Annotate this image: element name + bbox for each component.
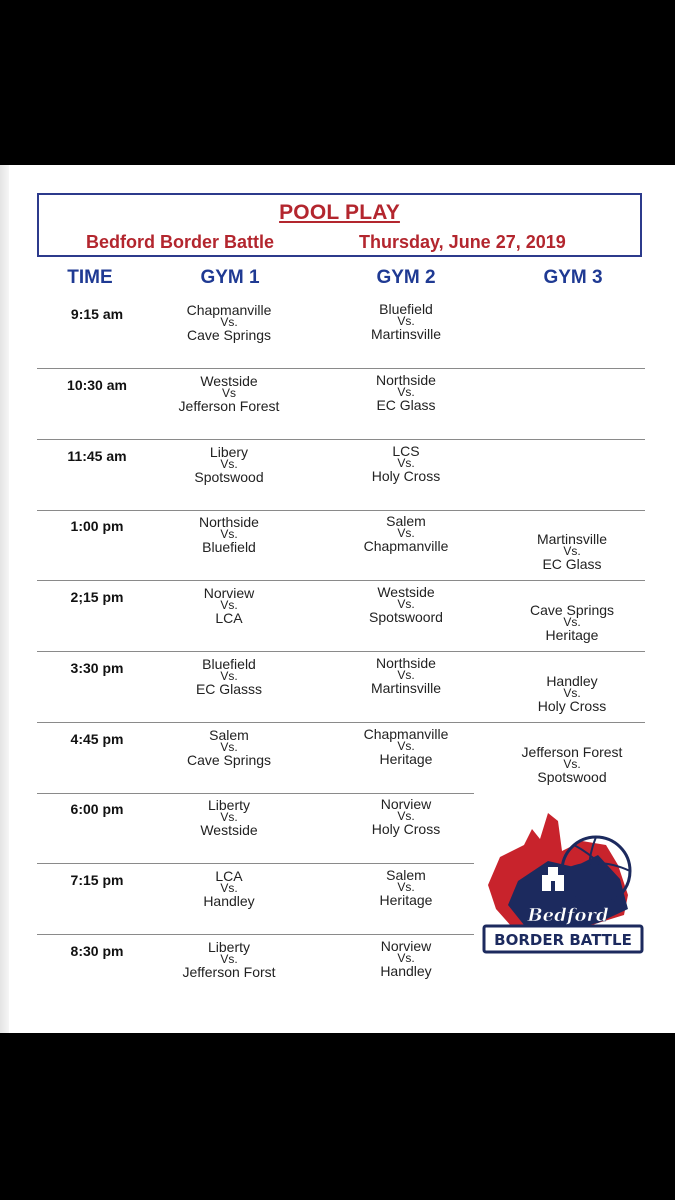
team-name: Westside — [200, 373, 258, 389]
team-name: Cave Springs — [186, 327, 272, 343]
versus-label: Vs. — [397, 456, 415, 470]
team-name: Jefferson Forest — [178, 398, 280, 414]
matchup-gym2 — [331, 656, 481, 695]
matchup-gym2 — [331, 302, 481, 341]
team-name: LCA — [215, 610, 243, 626]
versus-label: Vs. — [563, 615, 581, 629]
column-header-gym2: GYM 2 — [376, 267, 436, 288]
team-name: Chapmanville — [363, 726, 449, 742]
matchup-gym2 — [331, 585, 481, 624]
sheet-edge — [0, 165, 9, 1033]
matchup-gym2 — [331, 514, 481, 553]
team-name: Salem — [386, 867, 426, 883]
team-name: Spotswood — [537, 769, 607, 785]
versus-label: Vs. — [563, 757, 581, 771]
team-name: Norview — [203, 585, 255, 601]
team-name: Norview — [380, 938, 432, 954]
team-name: Northside — [376, 372, 436, 388]
team-name: Holy Cross — [537, 698, 607, 714]
matchup-gym1 — [154, 869, 304, 908]
header-box — [37, 193, 642, 257]
matchup-gym2 — [331, 939, 481, 978]
matchup-gym3 — [497, 603, 647, 642]
team-name: Salem — [386, 513, 426, 529]
team-name: Bluefield — [202, 539, 256, 555]
table-row — [37, 298, 645, 369]
logo-script-text: Bedford — [527, 905, 609, 926]
matchup-gym1 — [154, 374, 304, 413]
versus-label: Vs. — [220, 598, 238, 612]
versus-label: Vs. — [563, 544, 581, 558]
team-name: Liberty — [207, 797, 251, 813]
team-name: Martinsville — [370, 326, 441, 342]
versus-label: Vs. — [220, 740, 238, 754]
matchup-gym2 — [331, 868, 481, 907]
column-header-gym3: GYM 3 — [543, 267, 603, 288]
matchup-gym1 — [154, 940, 304, 979]
event-name: Bedford Border Battle — [86, 232, 275, 252]
column-header-time: TIME — [67, 267, 113, 288]
time-slot: 4:45 pm — [70, 731, 124, 747]
matchup-gym1 — [154, 657, 304, 696]
team-name: Bluefield — [379, 301, 433, 317]
time-slot: 7:15 pm — [70, 872, 124, 888]
versus-label: Vs. — [397, 526, 415, 540]
matchup-gym1 — [154, 728, 304, 767]
team-name: LCA — [215, 868, 243, 884]
team-name: EC Glass — [542, 556, 602, 572]
team-name: Norview — [380, 796, 432, 812]
event-date: Thursday, June 27, 2019 — [359, 232, 566, 252]
team-name: Holy Cross — [371, 468, 441, 484]
team-name: Martinsville — [370, 680, 441, 696]
matchup-gym1 — [154, 445, 304, 484]
schedule-sheet — [0, 165, 675, 1033]
versus-label: Vs. — [397, 809, 415, 823]
team-name: Handley — [380, 963, 432, 979]
table-row — [37, 440, 645, 511]
team-name: Martinsville — [536, 531, 607, 547]
versus-label: Vs. — [397, 314, 415, 328]
versus-label: Vs. — [220, 952, 238, 966]
time-slot: 6:00 pm — [70, 801, 124, 817]
team-name: Heritage — [379, 892, 433, 908]
team-name: Chapmanville — [186, 302, 272, 318]
versus-label: Vs. — [220, 669, 238, 683]
time-slot: 10:30 am — [67, 377, 127, 393]
team-name: LCS — [392, 443, 420, 459]
matchup-gym2 — [331, 727, 481, 766]
team-name: Cave Springs — [529, 602, 615, 618]
table-row — [37, 652, 645, 723]
team-name: EC Glass — [376, 397, 436, 413]
team-name: Westside — [200, 822, 258, 838]
team-name: Northside — [376, 655, 436, 671]
team-name: Heritage — [545, 627, 599, 643]
bedford-border-battle-logo — [478, 805, 648, 963]
team-name: Northside — [199, 514, 259, 530]
logo-banner-text: BORDER BATTLE — [494, 931, 632, 949]
time-slot: 8:30 pm — [70, 943, 124, 959]
matchup-gym1 — [154, 798, 304, 837]
versus-label: Vs. — [397, 668, 415, 682]
team-name: EC Glasss — [195, 681, 263, 697]
column-header-gym1: GYM 1 — [200, 267, 260, 288]
versus-label: Vs — [221, 386, 236, 400]
table-row — [37, 581, 645, 652]
pool-play-title: POOL PLAY — [279, 201, 400, 224]
versus-label: Vs. — [563, 686, 581, 700]
team-name: Heritage — [379, 751, 433, 767]
time-slot: 9:15 am — [70, 306, 124, 322]
team-name: Handley — [546, 673, 598, 689]
versus-label: Vs. — [397, 880, 415, 894]
team-name: Jefferson Forest — [521, 744, 623, 760]
matchup-gym2 — [331, 373, 481, 412]
team-name: Holy Cross — [371, 821, 441, 837]
team-name: Spotswood — [194, 469, 264, 485]
matchup-gym3 — [497, 532, 647, 571]
versus-label: Vs. — [220, 810, 238, 824]
versus-label: Vs. — [220, 881, 238, 895]
versus-label: Vs. — [220, 315, 238, 329]
versus-label: Vs. — [220, 527, 238, 541]
versus-label: Vs. — [220, 457, 238, 471]
team-name: Liberty — [207, 939, 251, 955]
team-name: Handley — [203, 893, 255, 909]
team-name: Spotswoord — [369, 609, 443, 625]
team-name: Bluefield — [202, 656, 256, 672]
table-row — [37, 369, 645, 440]
matchup-gym1 — [154, 515, 304, 554]
versus-label: Vs. — [397, 951, 415, 965]
matchup-gym3 — [497, 745, 647, 784]
team-name: Libery — [209, 444, 249, 460]
team-name: Jefferson Forst — [182, 964, 276, 980]
team-name: Cave Springs — [186, 752, 272, 768]
time-slot: 2;15 pm — [70, 589, 124, 605]
matchup-gym1 — [154, 586, 304, 625]
time-slot: 1:00 pm — [70, 518, 124, 534]
team-name: Westside — [377, 584, 435, 600]
versus-label: Vs. — [397, 597, 415, 611]
team-name: Salem — [209, 727, 249, 743]
matchup-gym2 — [331, 797, 481, 836]
matchup-gym1 — [154, 303, 304, 342]
team-name: Chapmanville — [363, 538, 449, 554]
matchup-gym2 — [331, 444, 481, 483]
table-row — [37, 723, 645, 794]
versus-label: Vs. — [397, 739, 415, 753]
versus-label: Vs. — [397, 385, 415, 399]
matchup-gym3 — [497, 674, 647, 713]
table-row — [37, 510, 645, 581]
time-slot: 11:45 am — [67, 448, 127, 464]
time-slot: 3:30 pm — [70, 660, 124, 676]
